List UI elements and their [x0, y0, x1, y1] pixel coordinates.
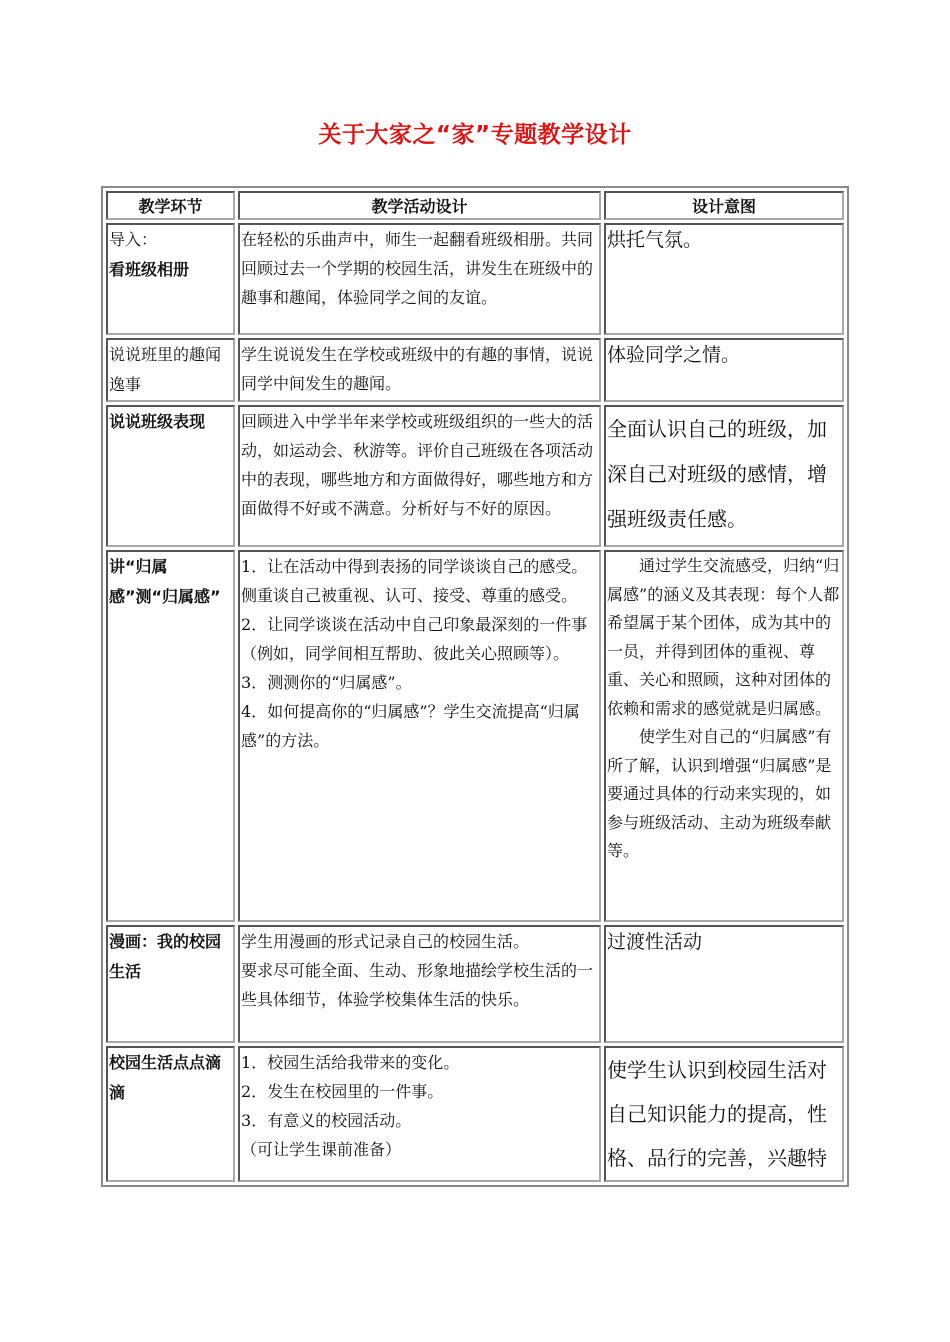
- intent-cell: [604, 1046, 844, 1182]
- intent-paragraph: 通过学生交流感受，归纳“归属感”的涵义及其表现：每个人都希望属于某个团体，成为其中的一员，并得到团体的重视、尊重、关心和照顾，这种对团体的依赖和需求的感觉就是归属感。: [607, 556, 840, 718]
- activity-item: 1．让在活动中得到表扬的同学谈谈自己的感受。侧重谈自己被重视、认可、接受、尊重的感受。: [241, 557, 588, 605]
- activity-text: 学生用漫画的形式记录自己的校园生活。: [241, 932, 530, 951]
- intent-cell: [604, 223, 844, 335]
- stage-name: 漫画：我的校园生活: [109, 932, 222, 981]
- intent-text: 过渡性活动: [607, 931, 703, 953]
- stage-name: 校园生活点点滴滴: [109, 1053, 222, 1102]
- activity-cell: [238, 1046, 601, 1182]
- intent-text: 体验同学之情。: [607, 344, 741, 366]
- stage-name: 说说班级表现: [109, 412, 206, 431]
- table-row: [106, 405, 844, 547]
- stage-cell: [106, 925, 235, 1043]
- table-row: [106, 550, 844, 922]
- lesson-plan-table: [101, 186, 849, 1187]
- stage-cell: [106, 550, 235, 922]
- intent-text: 烘托气氛。: [607, 229, 703, 251]
- stage-cell: [106, 223, 235, 335]
- activity-cell: [238, 338, 601, 402]
- stage-prefix: 导入：: [109, 230, 158, 249]
- intent-paragraph: 使学生对自己的“归属感”有所了解，认识到增强“归属感”是要通过具体的行动来实现的，如参与班级活动、主动为班级奉献等。: [607, 727, 832, 860]
- table-row: [106, 223, 844, 335]
- table-row: [106, 338, 844, 402]
- activity-item: 3．有意义的校园活动。: [241, 1111, 412, 1130]
- activity-text: 学生说说发生在学校或班级中的有趣的事情，说说同学中间发生的趣闻。: [241, 345, 594, 393]
- header-activity: 教学活动设计: [238, 191, 601, 220]
- activity-text: 要求尽可能全面、生动、形象地描绘学校生活的一些具体细节，体验学校集体生活的快乐。: [241, 961, 594, 1009]
- table-row: [106, 1046, 844, 1182]
- intent-cell: [604, 405, 844, 547]
- stage-cell: [106, 338, 235, 402]
- intent-cell: [604, 550, 844, 922]
- document-title: 关于大家之“家”专题教学设计: [318, 122, 632, 148]
- stage-cell: [106, 405, 235, 547]
- stage-name: 看班级相册: [109, 260, 190, 279]
- table-row: [106, 925, 844, 1043]
- activity-item: 2．让同学谈谈在活动中自己印象最深刻的一件事（例如，同学间相互帮助、彼此关心照顾等）。: [241, 615, 588, 663]
- activity-text: 在轻松的乐曲声中，师生一起翻看班级相册。共同回顾过去一个学期的校园生活，讲发生在班级中的趣事和趣闻，体验同学之间的友谊。: [241, 230, 594, 307]
- activity-item: 2．发生在校园里的一件事。: [241, 1082, 444, 1101]
- activity-item: 4．如何提高你的“归属感”？学生交流提高“归属感”的方法。: [241, 702, 580, 750]
- intent-cell: [604, 338, 844, 402]
- intent-text: 全面认识自己的班级，加深自己对班级的感情，增强班级责任感。: [607, 417, 828, 531]
- table-header-row: [106, 191, 844, 220]
- activity-item: 3．测测你的“归属感”。: [241, 673, 412, 692]
- activity-text: 回顾进入中学半年来学校或班级组织的一些大的活动，如运动会、秋游等。评价自己班级在各项活动中的表现，哪些地方和方面做得好，哪些地方和方面做得不好或不满意。分析好与不好的原因。: [241, 412, 594, 518]
- header-intent: 设计意图: [604, 191, 844, 220]
- stage-cell: [106, 1046, 235, 1182]
- activity-cell: [238, 405, 601, 547]
- activity-cell: [238, 223, 601, 335]
- stage-name: 讲“归属感”测“归属感”: [109, 557, 221, 606]
- activity-cell: [238, 550, 601, 922]
- header-stage: 教学环节: [106, 191, 235, 220]
- activity-cell: [238, 925, 601, 1043]
- activity-item: （可让学生课前准备）: [241, 1140, 402, 1159]
- stage-name: 说说班里的趣闻逸事: [109, 345, 222, 394]
- intent-cell: [604, 925, 844, 1043]
- intent-text: 使学生认识到校园生活对自己知识能力的提高，性格、品行的完善，兴趣特: [607, 1058, 828, 1170]
- activity-item: 1．校园生活给我带来的变化。: [241, 1053, 460, 1072]
